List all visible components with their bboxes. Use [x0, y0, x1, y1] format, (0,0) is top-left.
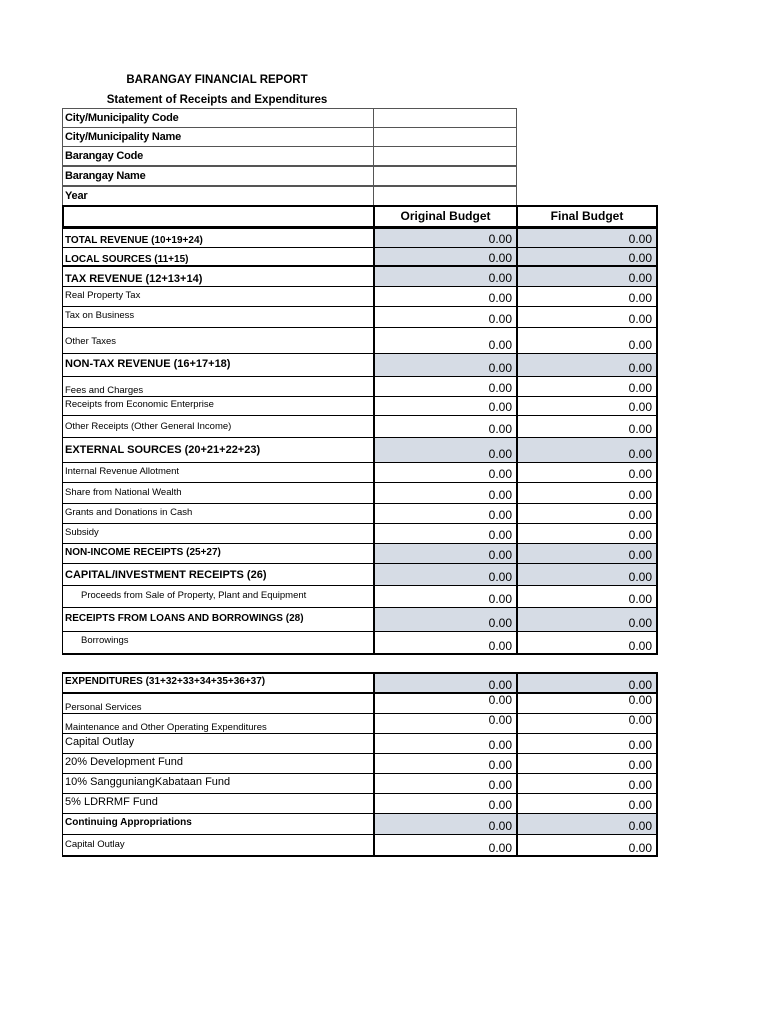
row-label: Proceeds from Sale of Property, Plant and Equipment	[62, 585, 374, 607]
table-row	[62, 713, 658, 733]
row-label: Borrowings	[62, 631, 374, 654]
row-label: Capital Outlay	[62, 733, 374, 753]
table-row	[62, 773, 658, 793]
final-budget-cell[interactable]: 0.00	[516, 247, 658, 266]
original-budget-cell[interactable]: 0.00	[373, 462, 517, 482]
report-subtitle: Statement of Receipts and Expenditures	[106, 94, 328, 106]
header-label-cell	[62, 205, 374, 228]
original-budget-cell[interactable]: 0.00	[373, 523, 517, 543]
city-name-field[interactable]	[373, 127, 517, 147]
report-title: BARANGAY FINANCIAL REPORT	[126, 74, 308, 86]
row-label: Continuing Appropriations	[62, 813, 374, 834]
original-budget-cell[interactable]: 0.00	[373, 415, 517, 437]
row-label: RECEIPTS FROM LOANS AND BORROWINGS (28)	[62, 607, 374, 631]
final-budget-cell[interactable]: 0.00	[516, 376, 658, 396]
row-label: LOCAL SOURCES (11+15)	[62, 247, 374, 266]
final-budget-cell[interactable]: 0.00	[516, 306, 658, 327]
final-budget-cell[interactable]: 0.00	[516, 713, 658, 733]
row-label: Fees and Charges	[62, 376, 374, 396]
row-label: CAPITAL/INVESTMENT RECEIPTS (26)	[62, 563, 374, 585]
row-label: Personal Services	[62, 693, 374, 713]
table-row	[62, 396, 658, 415]
column-header-row	[62, 205, 658, 228]
final-budget-cell[interactable]: 0.00	[516, 286, 658, 306]
original-budget-cell[interactable]: 0.00	[373, 607, 517, 631]
info-row-city-code	[62, 108, 518, 128]
original-budget-cell[interactable]: 0.00	[373, 376, 517, 396]
final-budget-cell[interactable]: 0.00	[516, 266, 658, 286]
original-budget-cell[interactable]: 0.00	[373, 713, 517, 733]
row-label: Capital Outlay	[62, 834, 374, 856]
final-budget-cell[interactable]: 0.00	[516, 773, 658, 793]
table-row	[62, 286, 658, 306]
info-row-barangay-name	[62, 166, 518, 186]
table-row	[62, 693, 658, 713]
info-row-city-name	[62, 127, 518, 147]
row-label: Receipts from Economic Enterprise	[62, 396, 374, 415]
row-label: NON-INCOME RECEIPTS (25+27)	[62, 543, 374, 563]
original-budget-cell[interactable]: 0.00	[373, 563, 517, 585]
info-label: Barangay Code	[62, 146, 374, 166]
final-budget-cell[interactable]: 0.00	[516, 482, 658, 503]
original-budget-cell[interactable]: 0.00	[373, 227, 517, 247]
final-budget-cell[interactable]: 0.00	[516, 563, 658, 585]
table-row	[62, 437, 658, 462]
final-budget-cell[interactable]: 0.00	[516, 227, 658, 247]
final-budget-cell[interactable]: 0.00	[516, 834, 658, 856]
final-budget-cell[interactable]: 0.00	[516, 523, 658, 543]
table-row	[62, 563, 658, 585]
original-budget-cell[interactable]: 0.00	[373, 813, 517, 834]
row-label: 5% LDRRMF Fund	[62, 793, 374, 813]
final-budget-cell[interactable]: 0.00	[516, 607, 658, 631]
row-label: Subsidy	[62, 523, 374, 543]
row-label: Other Receipts (Other General Income)	[62, 415, 374, 437]
final-budget-cell[interactable]: 0.00	[516, 396, 658, 415]
original-budget-cell[interactable]: 0.00	[373, 503, 517, 523]
final-budget-cell[interactable]: 0.00	[516, 462, 658, 482]
info-label: Barangay Name	[62, 166, 374, 186]
original-budget-cell[interactable]: 0.00	[373, 353, 517, 376]
final-budget-cell[interactable]: 0.00	[516, 753, 658, 773]
original-budget-cell[interactable]: 0.00	[373, 631, 517, 654]
row-label: 20% Development Fund	[62, 753, 374, 773]
row-label: Tax on Business	[62, 306, 374, 327]
table-row	[62, 673, 658, 693]
original-budget-cell[interactable]: 0.00	[373, 437, 517, 462]
original-budget-cell[interactable]: 0.00	[373, 286, 517, 306]
final-budget-cell[interactable]: 0.00	[516, 543, 658, 563]
original-budget-cell[interactable]: 0.00	[373, 266, 517, 286]
row-label: 10% SangguniangKabataan Fund	[62, 773, 374, 793]
table-row	[62, 813, 658, 834]
table-row	[62, 523, 658, 543]
row-label: TOTAL REVENUE (10+19+24)	[62, 227, 374, 247]
final-budget-cell[interactable]: 0.00	[516, 793, 658, 813]
table-row	[62, 793, 658, 813]
original-budget-cell[interactable]: 0.00	[373, 793, 517, 813]
table-row	[62, 376, 658, 396]
final-budget-cell[interactable]: 0.00	[516, 437, 658, 462]
row-label: Internal Revenue Allotment	[62, 462, 374, 482]
original-budget-cell[interactable]: 0.00	[373, 327, 517, 353]
table-row	[62, 462, 658, 482]
row-label: EXPENDITURES (31+32+33+34+35+36+37)	[62, 673, 374, 693]
original-budget-cell[interactable]: 0.00	[373, 585, 517, 607]
table-row	[62, 415, 658, 437]
row-label: EXTERNAL SOURCES (20+21+22+23)	[62, 437, 374, 462]
table-row	[62, 306, 658, 327]
table-row	[62, 227, 658, 247]
original-budget-cell[interactable]: 0.00	[373, 693, 517, 713]
row-label: Share from National Wealth	[62, 482, 374, 503]
original-budget-cell[interactable]: 0.00	[373, 306, 517, 327]
final-budget-cell[interactable]: 0.00	[516, 585, 658, 607]
row-label: TAX REVENUE (12+13+14)	[62, 266, 374, 286]
row-label: Other Taxes	[62, 327, 374, 353]
table-row	[62, 733, 658, 753]
table-row	[62, 266, 658, 286]
year-field[interactable]	[373, 186, 517, 206]
original-budget-cell[interactable]: 0.00	[373, 673, 517, 693]
final-budget-cell[interactable]: 0.00	[516, 693, 658, 713]
original-budget-cell[interactable]: 0.00	[373, 482, 517, 503]
city-code-field[interactable]	[373, 108, 517, 128]
row-label: Real Property Tax	[62, 286, 374, 306]
original-budget-cell[interactable]: 0.00	[373, 543, 517, 563]
final-budget-cell[interactable]: 0.00	[516, 673, 658, 693]
original-budget-cell[interactable]: 0.00	[373, 834, 517, 856]
info-label: City/Municipality Name	[62, 127, 374, 147]
row-label: Maintenance and Other Operating Expenditures	[62, 713, 374, 733]
final-budget-cell[interactable]: 0.00	[516, 327, 658, 353]
table-row	[62, 353, 658, 376]
table-row	[62, 327, 658, 353]
final-budget-cell[interactable]: 0.00	[516, 353, 658, 376]
final-budget-cell[interactable]: 0.00	[516, 503, 658, 523]
original-budget-cell[interactable]: 0.00	[373, 396, 517, 415]
final-budget-header: Final Budget	[516, 205, 658, 228]
row-label: Grants and Donations in Cash	[62, 503, 374, 523]
table-row	[62, 543, 658, 563]
barangay-name-field[interactable]	[373, 166, 517, 186]
table-row	[62, 834, 658, 856]
row-label: NON-TAX REVENUE (16+17+18)	[62, 353, 374, 376]
table-row	[62, 585, 658, 607]
final-budget-cell[interactable]: 0.00	[516, 733, 658, 753]
original-budget-header: Original Budget	[373, 205, 517, 228]
table-row	[62, 503, 658, 523]
table-row	[62, 753, 658, 773]
info-label: City/Municipality Code	[62, 108, 374, 128]
original-budget-cell[interactable]: 0.00	[373, 733, 517, 753]
original-budget-cell[interactable]: 0.00	[373, 247, 517, 266]
original-budget-cell[interactable]: 0.00	[373, 773, 517, 793]
final-budget-cell[interactable]: 0.00	[516, 415, 658, 437]
final-budget-cell[interactable]: 0.00	[516, 631, 658, 654]
info-label: Year	[62, 186, 374, 206]
barangay-code-field[interactable]	[373, 146, 517, 166]
final-budget-cell[interactable]: 0.00	[516, 813, 658, 834]
info-row-barangay-code	[62, 146, 518, 166]
table-row	[62, 247, 658, 266]
table-row	[62, 631, 658, 654]
info-row-year	[62, 186, 518, 206]
table-row	[62, 607, 658, 631]
original-budget-cell[interactable]: 0.00	[373, 753, 517, 773]
table-row	[62, 482, 658, 503]
